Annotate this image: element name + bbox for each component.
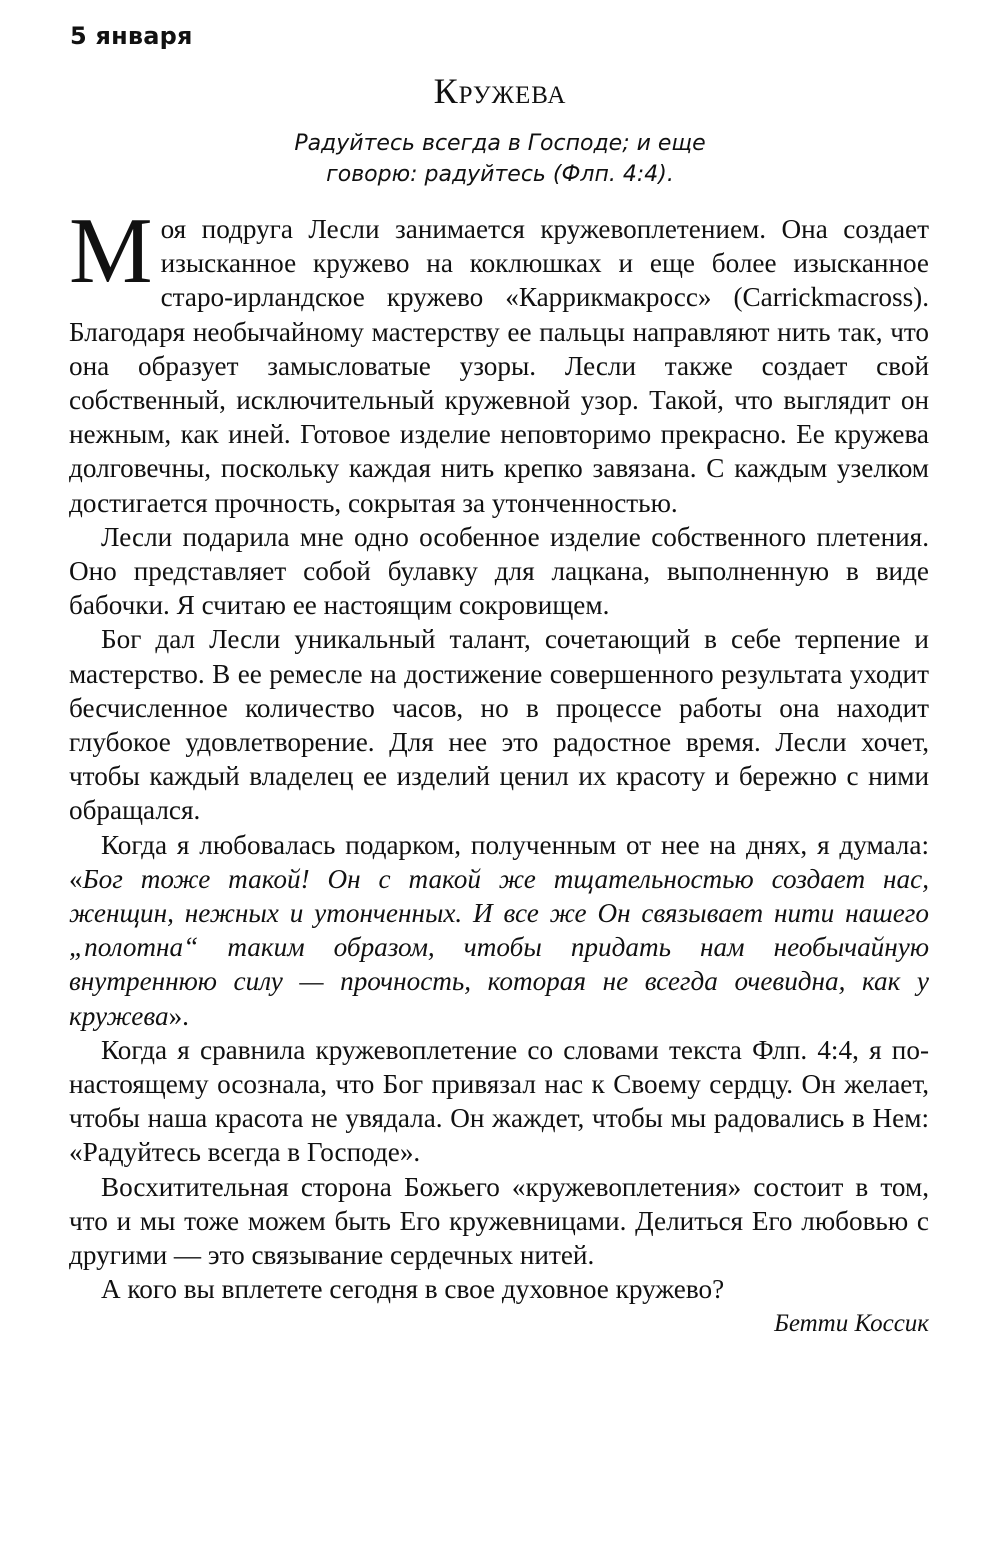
article-body [69,199,929,1341]
page-date: 5 января [70,22,193,50]
paragraph-3: Бог дал Лесли уникальный талант, сочетающий в себе терпение и мастерство. В ее ремесле на достижение совершенного результата уходит бесчисленное количество часов, но в процессе работы она находит глубокое удовлетворение. Для нее это радостное время. Лесли хочет, чтобы каждый владелец ее изделий ценил их красоту и бережно с ними обращался. [69,624,929,826]
author-signature: Бетти Коссик [774,1309,929,1337]
paragraph-6: Восхитительная сторона Божьего «кружевоплетения» состоит в том, что и мы тоже можем быть Его кружевницами. Делиться Его любовью с другими — это связывание сердечных нитей. [69,1171,929,1271]
epigraph-line-1: Радуйтесь всегда в Господе; и еще [294,131,706,156]
epigraph-line-2: говорю: радуйтесь (Флп. 4:4). [326,162,674,187]
epigraph [240,128,760,190]
paragraph-1 [69,199,929,520]
page-title: Кружева [433,71,567,111]
paragraph-4-intro: Когда я любовалась подарком, полученным от нее на днях, я думала: « [69,829,929,894]
paragraph-1-text: оя подруга Лесли занимается кружевоплетением. Она создает изысканное кружево на коклюшках и еще более изысканное старо-ирландское кружево «Каррикмакросс» (Carrickmacross). Благодаря необычайному мастерству ее пальцы направляют нить так, что она образует замысловатые узоры. Лесли также создает свой собственный, исключительный кружевной узор. Такой, что выглядит он нежным, как иней. Готовое изделие неповторимо прекрасно. Ее кружева долговечны, поскольку каждая нить крепко завязана. С каждым узелком достигается прочность, сокрытая за утонченностью. [69,214,929,518]
drop-cap: М [69,199,153,303]
paragraph-4 [69,828,929,1033]
paragraph-2: Лесли подарила мне одно особенное изделие собственного плетения. Оно представляет собой булавку для лацкана, выполненную в виде бабочки. Я считаю ее настоящим сокровищем. [69,521,929,621]
paragraph-4-end: ». [168,1000,189,1031]
paragraph-5: Когда я сравнила кружевоплетение со словами текста Флп. 4:4, я по-настоящему осознала, что Бог привязал нас к Своему сердцу. Он желает, чтобы наша красота не увядала. Он жаждет, чтобы мы радовались в Нем: «Радуйтесь всегда в Господе». [69,1034,929,1168]
paragraph-7: А кого вы вплетете сегодня в свое духовное кружево? [101,1274,725,1305]
paragraph-4-quote: Бог тоже такой! Он с такой же тщательностью создает нас, женщин, нежных и утонченных. И все же Он связывает нити нашего „полотна“ таким образом, чтобы придать нам необычайную внутреннюю силу — прочность, которая не всегда очевидна, как у кружева [69,863,929,1031]
